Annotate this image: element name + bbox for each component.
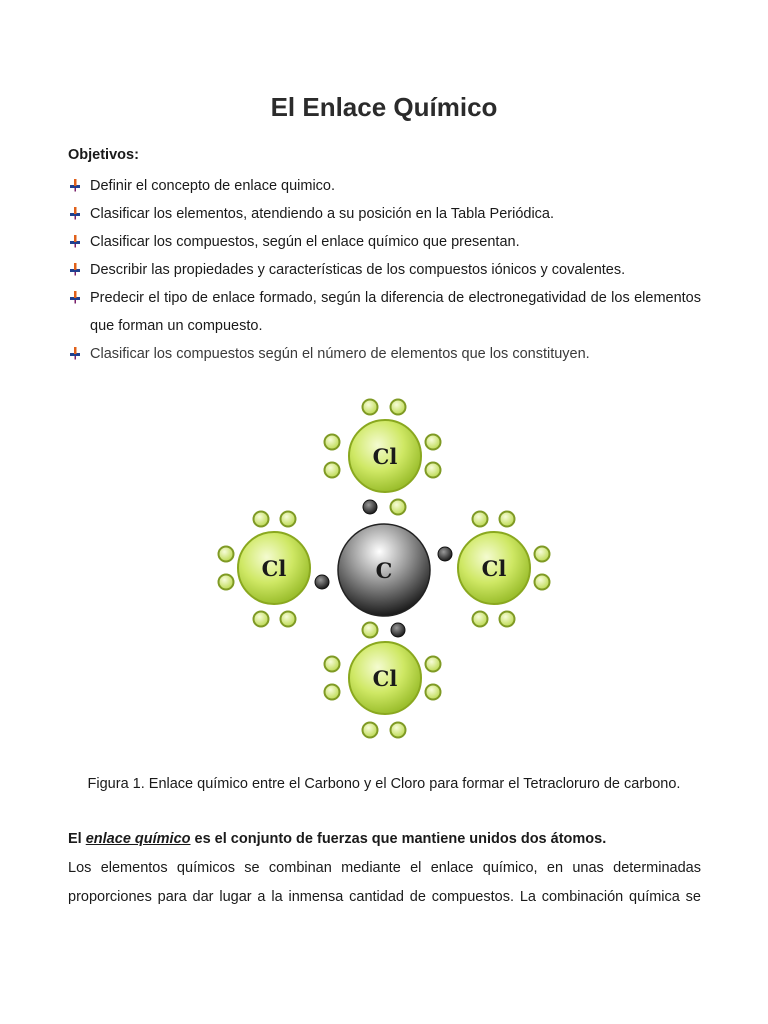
objective-text: Predecir el tipo de enlace formado, según la diferencia de electronegatividad de los elementos que forman un compuesto. — [90, 290, 701, 334]
definition-term: enlace químico — [85, 831, 191, 847]
objective-item — [68, 200, 701, 228]
figure-caption: Figura 1. Enlace químico entre el Carbono y el Cloro para formar el Tetracloruro de carbono. — [87, 776, 681, 792]
pushpin-icon — [68, 234, 82, 248]
body-paragraph: Los elementos químicos se combinan mediante el enlace químico, en unas determinadas proporciones para dar lugar a la inmensa cantidad de compuestos. La combinación química se — [68, 860, 701, 905]
pushpin-icon — [68, 262, 82, 276]
definition-rest: es el conjunto de fuerzas que mantiene unidos dos átomos. — [190, 831, 607, 847]
definition-lead: El — [68, 831, 86, 847]
objective-item — [68, 172, 701, 200]
objective-text: Clasificar los compuestos, según el enlace químico que presentan. — [90, 234, 520, 250]
objective-item — [68, 256, 701, 284]
atom-label-c: C — [375, 558, 393, 583]
objective-text: Describir las propiedades y características de los compuestos iónicos y covalentes. — [90, 262, 626, 278]
ccl4-diagram — [208, 390, 560, 750]
objective-text: Clasificar los elementos, atendiendo a su posición en la Tabla Periódica. — [90, 206, 555, 222]
objective-item — [68, 228, 701, 256]
pushpin-icon — [68, 178, 82, 192]
objectives-list — [68, 172, 701, 368]
page-title: El Enlace Químico — [270, 92, 498, 122]
atom-label-cl-right: Cl — [481, 556, 507, 581]
atom-label-cl-top: Cl — [372, 444, 398, 469]
pushpin-icon — [68, 290, 82, 304]
objective-item — [68, 284, 701, 340]
atom-label-cl-bottom: Cl — [372, 666, 398, 691]
definition-sentence — [68, 831, 606, 847]
pushpin-icon — [68, 346, 82, 360]
atom-label-cl-left: Cl — [261, 556, 287, 581]
objective-item — [68, 340, 701, 368]
objective-text: Definir el concepto de enlace quimico. — [90, 178, 336, 194]
pushpin-icon — [68, 206, 82, 220]
objective-text: Clasificar los compuestos según el número de elementos que los constituyen. — [90, 346, 590, 362]
objectives-heading: Objetivos: — [68, 147, 139, 163]
